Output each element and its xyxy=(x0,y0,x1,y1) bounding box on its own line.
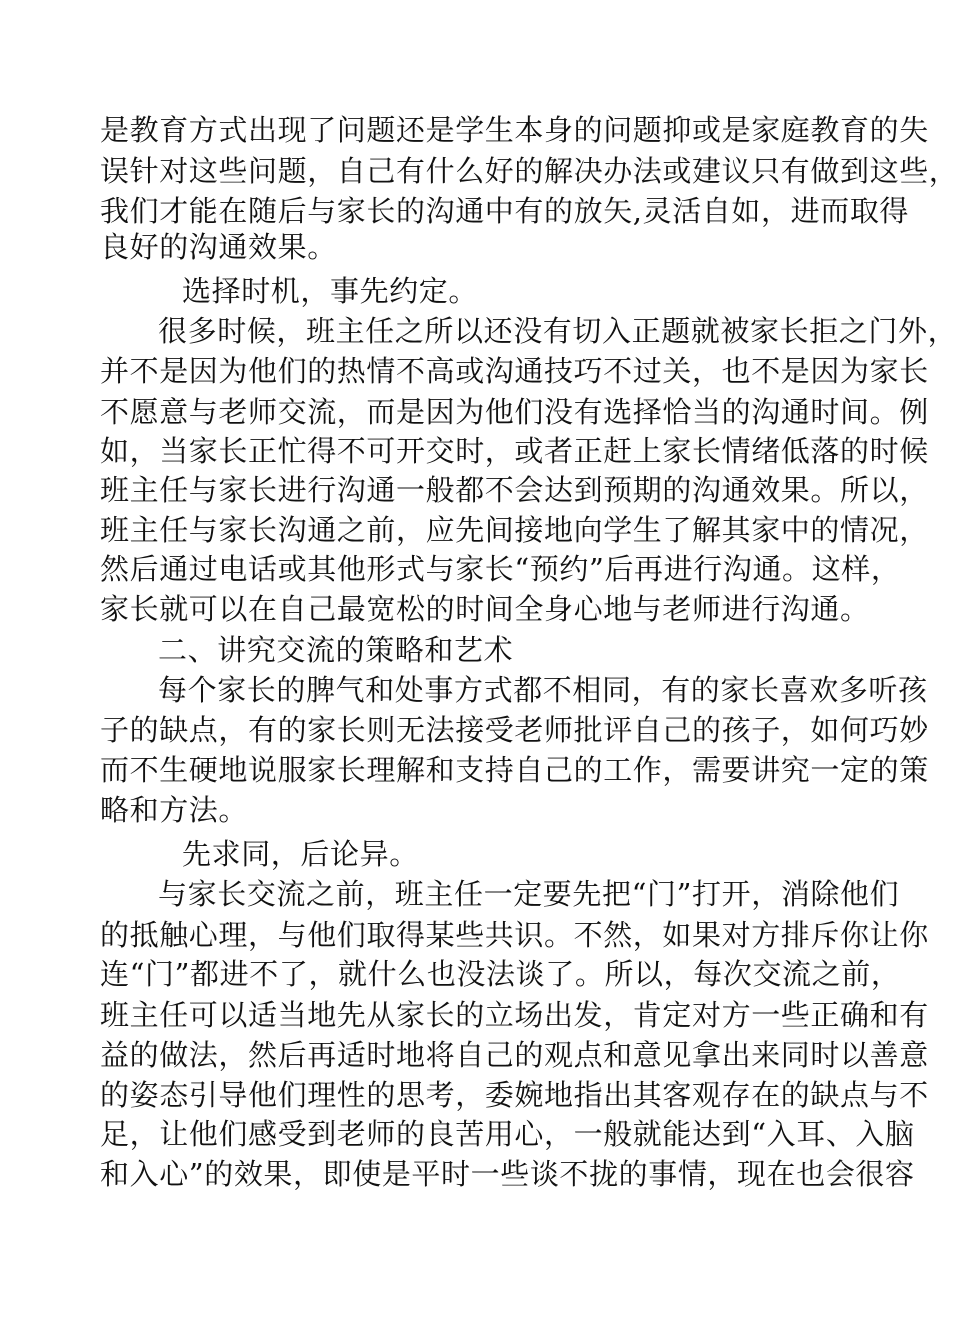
text-line: 而不生硬地说服家长理解和支持自己的工作，需要讲究一定的策 xyxy=(100,753,929,787)
text-line: 班主任可以适当地先从家长的立场出发，肯定对方一些正确和有 xyxy=(100,998,929,1032)
text-line: 与家长交流之前，班主任一定要先把“门”打开，消除他们 xyxy=(158,877,900,911)
text-line: 不愿意与老师交流，而是因为他们没有选择恰当的沟通时间。例 xyxy=(100,395,929,429)
text-line: 如，当家长正忙得不可开交时，或者正赶上家长情绪低落的时候 xyxy=(100,434,929,468)
text-line: 误针对这些问题，自己有什么好的解决办法或建议只有做到这些， xyxy=(100,154,958,188)
text-line: 我们才能在随后与家长的沟通中有的放矢,灵活自如，进而取得 xyxy=(100,194,910,228)
text-line: 班主任与家长沟通之前，应先间接地向学生了解其家中的情况， xyxy=(100,513,929,547)
text-line: 每个家长的脾气和处事方式都不相同，有的家长喜欢多听孩 xyxy=(158,673,928,707)
section-heading: 先求同，后论异。 xyxy=(182,837,419,871)
text-line: 益的做法，然后再适时地将自己的观点和意见拿出来同时以善意 xyxy=(100,1038,929,1072)
text-line: 连“门”都进不了，就什么也没法谈了。所以，每次交流之前， xyxy=(100,957,901,991)
text-line: 班主任与家长进行沟通一般都不会达到预期的沟通效果。所以， xyxy=(100,473,929,507)
text-line: 是教育方式出现了问题还是学生本身的问题抑或是家庭教育的失 xyxy=(100,113,929,147)
text-line: 然后通过电话或其他形式与家长“预约”后再进行沟通。这样， xyxy=(100,552,901,586)
text-line: 足，让他们感受到老师的良苦用心，一般就能达到“入耳、入脑 xyxy=(100,1117,915,1151)
text-line: 的姿态引导他们理性的思考，委婉地指出其客观存在的缺点与不 xyxy=(100,1078,929,1112)
text-line: 略和方法。 xyxy=(100,793,249,827)
text-line: 和入心”的效果，即使是平时一些谈不拢的事情，现在也会很容 xyxy=(100,1157,915,1191)
text-line: 并不是因为他们的热情不高或沟通技巧不过关，也不是因为家长 xyxy=(100,354,929,388)
text-line: 很多时候，班主任之所以还没有切入正题就被家长拒之门外， xyxy=(158,314,958,348)
text-line: 的抵触心理，与他们取得某些共识。不然，如果对方排斥你让你 xyxy=(100,918,929,952)
section-heading: 二、讲究交流的策略和艺术 xyxy=(158,633,514,667)
text-line: 良好的沟通效果。 xyxy=(100,230,337,264)
text-line: 家长就可以在自己最宽松的时间全身心地与老师进行沟通。 xyxy=(100,592,870,626)
section-heading: 选择时机，事先约定。 xyxy=(182,274,479,308)
text-line: 子的缺点，有的家长则无法接受老师批评自己的孩子，如何巧妙 xyxy=(100,713,929,747)
